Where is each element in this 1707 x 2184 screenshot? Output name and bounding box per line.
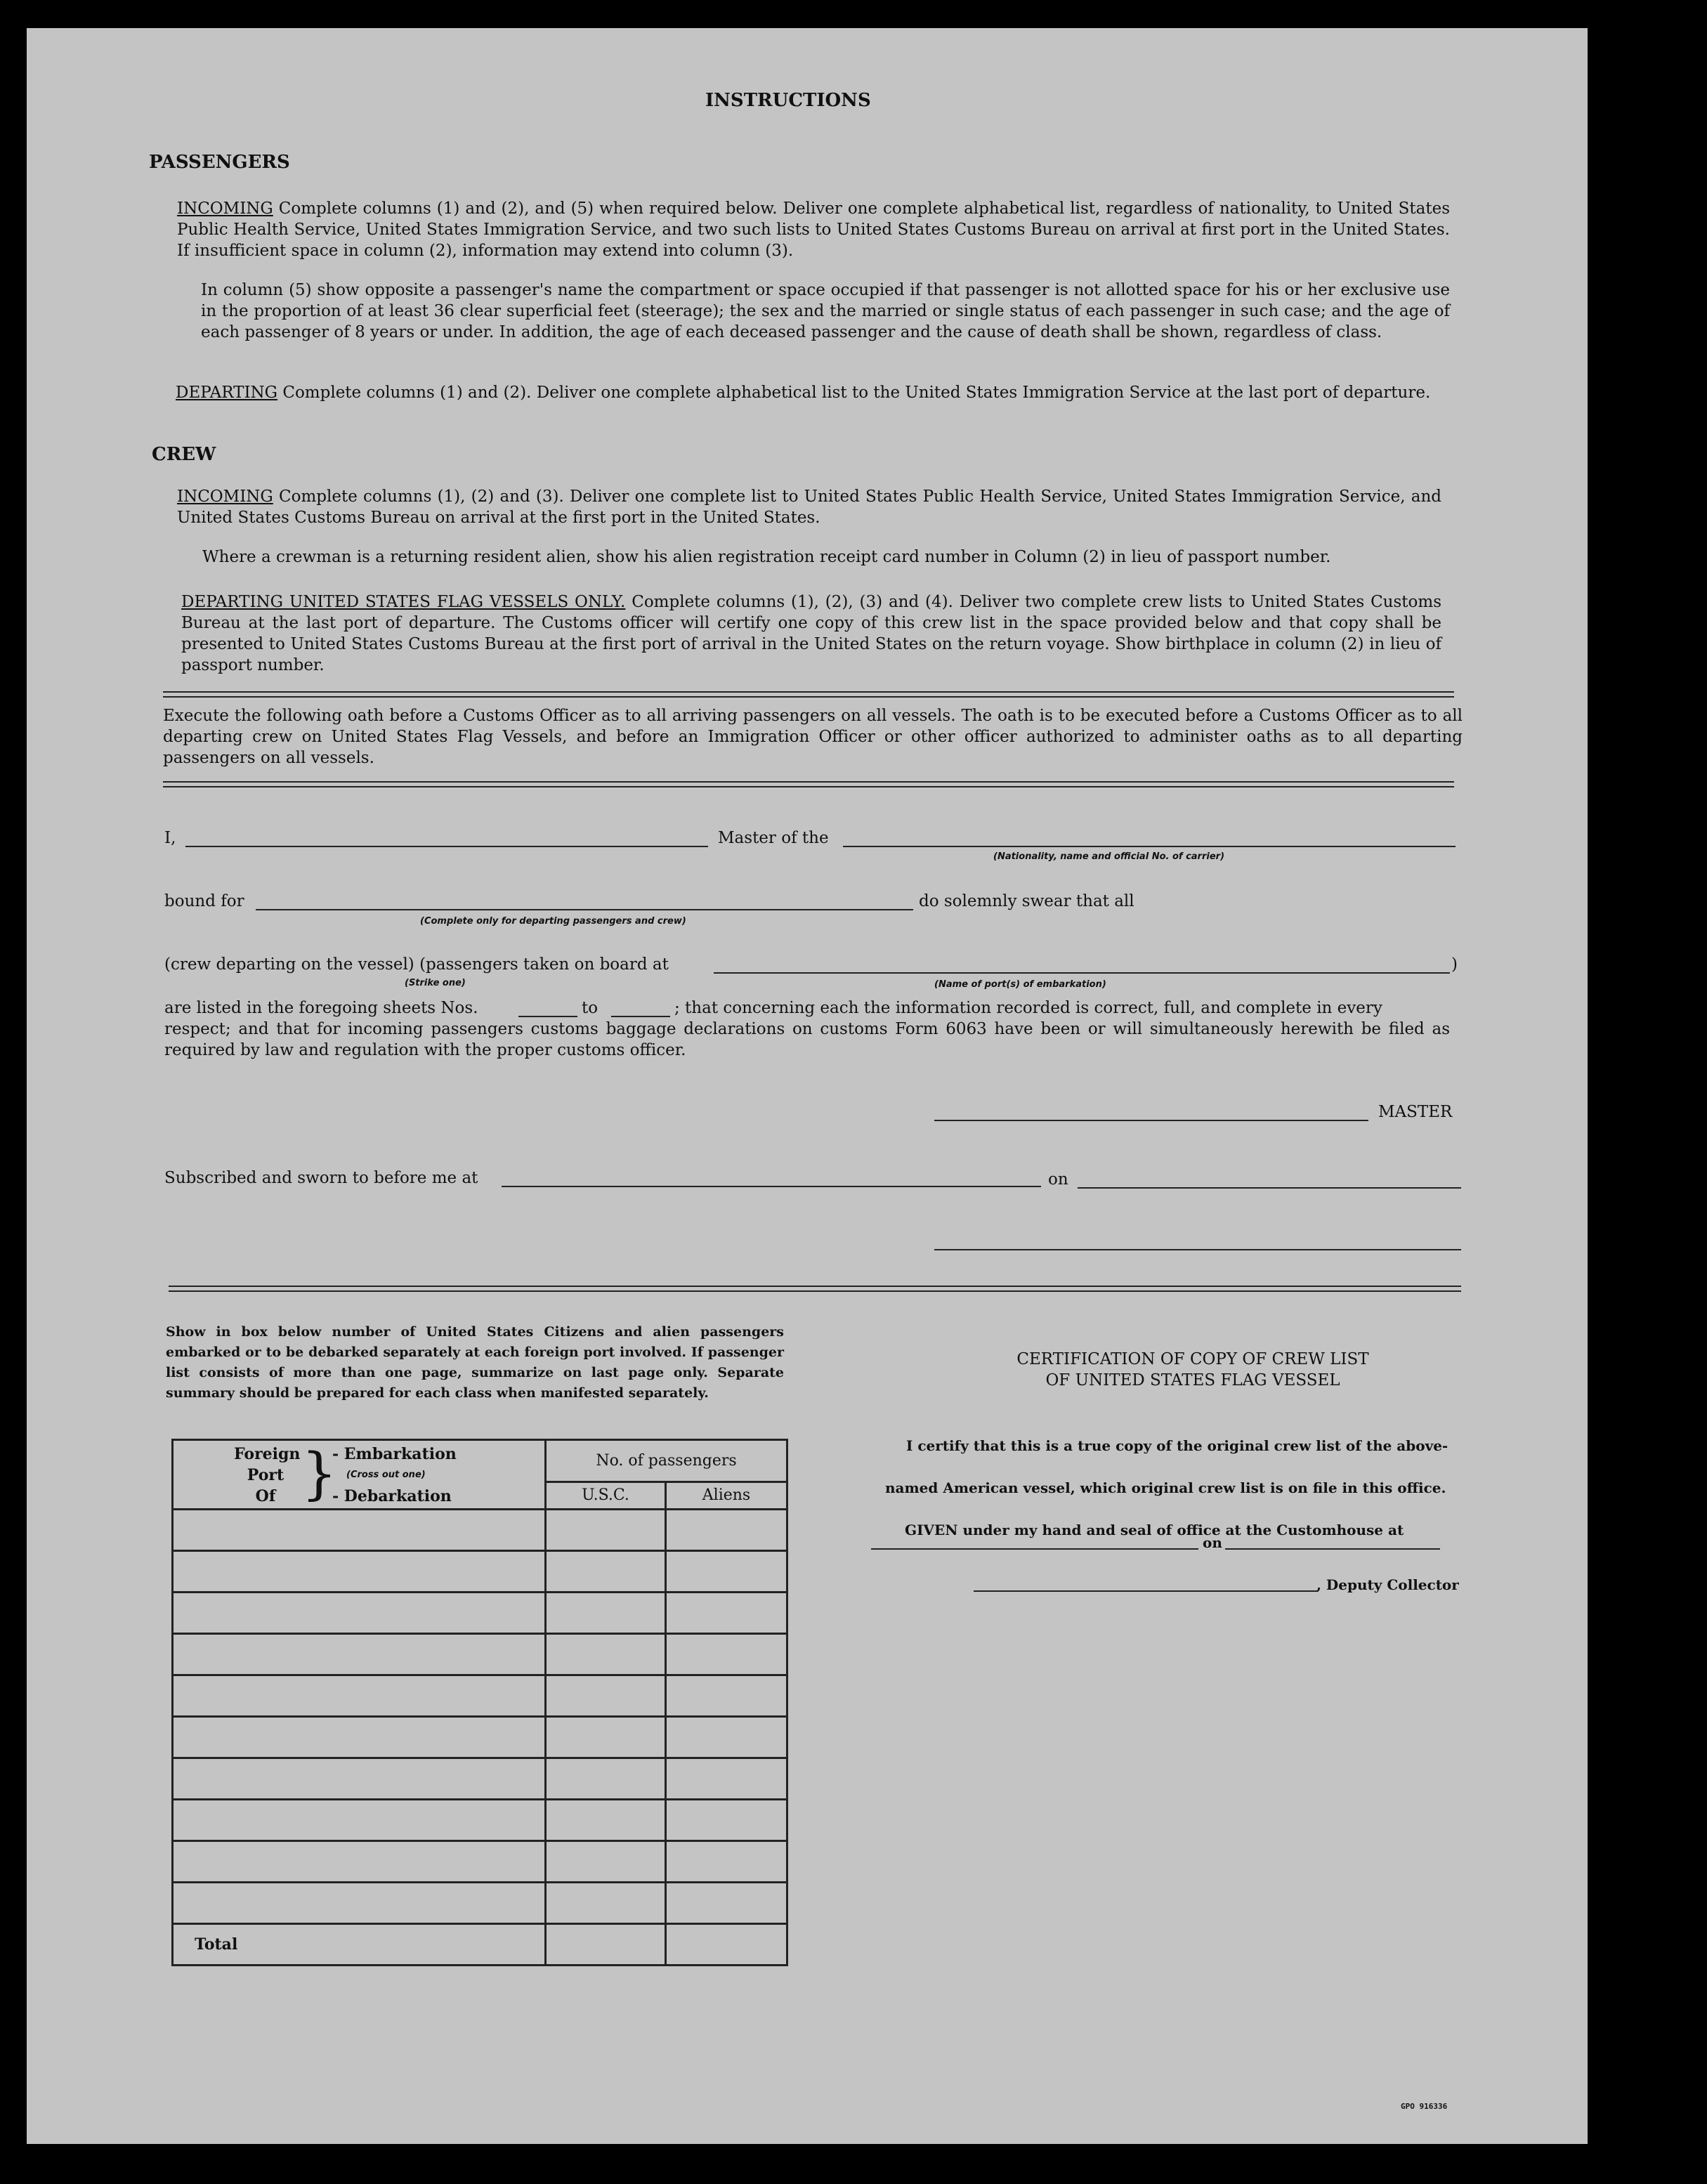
sworn-date-field[interactable] <box>1078 1187 1461 1189</box>
aliens-cell[interactable] <box>666 1800 787 1841</box>
subscribed-label: Subscribed and sworn to before me at <box>164 1169 478 1187</box>
oath-instruction: Execute the following oath before a Customs Officer as to all arriving passengers on all vessels. The oath is to be executed before a Customs Officer as to all departing crew on United States Flag Vessels, and before an Immigration Officer or other officer authorized to administer oaths as to all departing passengers on all vessels. <box>163 707 1463 767</box>
form-page <box>27 28 1588 2144</box>
certification-date-field[interactable] <box>1225 1548 1440 1550</box>
bound-for-label: bound for <box>164 892 244 910</box>
section-divider <box>163 691 1454 698</box>
crew-heading: CREW <box>152 444 216 465</box>
port-cell[interactable] <box>173 1758 546 1800</box>
deputy-collector-label: , Deputy Collector <box>1316 1576 1459 1593</box>
port-cell[interactable] <box>173 1551 546 1593</box>
aliens-cell[interactable] <box>666 1551 787 1593</box>
certification-line2: named American vessel, which original crew list is on file in this office. <box>885 1479 1446 1496</box>
usc-cell[interactable] <box>546 1800 666 1841</box>
bound-for-field[interactable] <box>256 909 913 910</box>
certification-title <box>947 1349 1439 1391</box>
passengers-departing-text: Complete columns (1) and (2). Deliver one complete alphabetical list to the United States Immigration Service at the last port of departure. <box>282 384 1431 402</box>
listed-text-c: respect; and that for incoming passengers customs baggage declarations on customs Form 6063 have been or will simultaneously herewith be filed as required by law and regulation with the proper customs officer. <box>164 1020 1450 1059</box>
port-cell[interactable] <box>173 1593 546 1634</box>
usc-cell[interactable] <box>546 1510 666 1551</box>
listed-to: to <box>582 999 599 1017</box>
crew-departing-text: Complete columns (1), (2), (3) and (4). Deliver two complete crew lists to United States Customs Bureau at the last port of departure. The Customs officer will certify one copy of this crew list in the space provided below and that copy shall be presented to United States Customs Bureau at the first port of arrival in the United States on the return voyage. Show birthplace in column (2) in lieu of passport number. <box>181 593 1441 674</box>
certification-line1: I certify that this is a true copy of the original crew list of the above- <box>906 1437 1448 1454</box>
aliens-cell[interactable] <box>666 1717 787 1758</box>
total-usc-cell[interactable] <box>546 1924 666 1966</box>
deputy-signature-field[interactable] <box>974 1590 1318 1592</box>
passengers-departing-label: DEPARTING <box>176 384 278 402</box>
port-cell[interactable] <box>173 1510 546 1551</box>
listed-text-a: are listed in the foregoing sheets Nos. <box>164 999 478 1017</box>
aliens-cell[interactable] <box>666 1634 787 1675</box>
usc-cell[interactable] <box>546 1841 666 1883</box>
port-cell[interactable] <box>173 1717 546 1758</box>
of-label: Of <box>255 1487 276 1505</box>
passengers-incoming-paragraph <box>177 198 1450 261</box>
officer-signature-field[interactable] <box>934 1249 1461 1250</box>
total-row <box>173 1924 787 1966</box>
certification-title-line1: CERTIFICATION OF COPY OF CREW LIST <box>1016 1350 1369 1368</box>
sworn-place-field[interactable] <box>502 1186 1041 1187</box>
customhouse-field[interactable] <box>871 1548 1198 1550</box>
embarkation-label: - Embarkation <box>332 1445 457 1463</box>
passenger-summary-table <box>171 1439 788 1966</box>
master-label: MASTER <box>1378 1103 1453 1121</box>
brace-glyph: } <box>301 1441 337 1506</box>
crew-incoming-text: Complete columns (1), (2) and (3). Deliver one complete list to United States Public Health Service, United States Immigration Service, and United States Customs Bureau on arrival at the first port in the United States. <box>177 488 1441 527</box>
summary-row <box>173 1593 787 1634</box>
passengers-incoming-label: INCOMING <box>177 200 273 218</box>
usc-cell[interactable] <box>546 1634 666 1675</box>
crew-departing-label: DEPARTING UNITED STATES FLAG VESSELS ONLY. <box>181 593 626 611</box>
aliens-cell[interactable] <box>666 1883 787 1924</box>
certification-line3: GIVEN under my hand and seal of office at the Customhouse at <box>905 1522 1404 1538</box>
listed-text-b: ; that concerning each the information recorded is correct, full, and complete in every <box>674 999 1382 1017</box>
port-cell[interactable] <box>173 1800 546 1841</box>
aliens-cell[interactable] <box>666 1841 787 1883</box>
carrier-caption: (Nationality, name and official No. of carrier) <box>993 851 1225 862</box>
crew-incoming-label: INCOMING <box>177 488 273 506</box>
foreign-label: Foreign <box>234 1445 301 1463</box>
port-label: Port <box>247 1466 284 1484</box>
carrier-field[interactable] <box>843 846 1456 847</box>
total-label: Total <box>173 1924 546 1966</box>
port-cell[interactable] <box>173 1634 546 1675</box>
master-name-field[interactable] <box>185 846 708 847</box>
summary-instruction: Show in box below number of United States Citizens and alien passengers embarked or to be debarked separately at each foreign port involved. If passenger list consists of more than one page, summarize on last page only. Separate summary should be prepared for each class when manifested separately. <box>166 1324 784 1401</box>
usc-cell[interactable] <box>546 1758 666 1800</box>
cross-out-caption: (Cross out one) <box>346 1470 426 1480</box>
debarkation-label: - Debarkation <box>332 1487 452 1505</box>
summary-row <box>173 1841 787 1883</box>
sworn-on-label: on <box>1048 1170 1068 1189</box>
no-of-passengers-header: No. of passengers <box>546 1440 787 1482</box>
usc-header: U.S.C. <box>546 1482 666 1509</box>
usc-cell[interactable] <box>546 1883 666 1924</box>
usc-cell[interactable] <box>546 1675 666 1717</box>
sheet-from-field[interactable] <box>518 1016 577 1017</box>
bound-for-caption: (Complete only for departing passengers and crew) <box>420 916 686 927</box>
port-cell[interactable] <box>173 1675 546 1717</box>
usc-cell[interactable] <box>546 1551 666 1593</box>
port-cell[interactable] <box>173 1841 546 1883</box>
crew-departing-paragraph <box>181 591 1441 676</box>
passengers-heading: PASSENGERS <box>149 152 290 173</box>
aliens-cell[interactable] <box>666 1758 787 1800</box>
passengers-departing-paragraph <box>176 382 1450 403</box>
aliens-cell[interactable] <box>666 1593 787 1634</box>
summary-row <box>173 1758 787 1800</box>
swear-text: do solemnly swear that all <box>919 892 1134 910</box>
summary-row <box>173 1551 787 1593</box>
summary-row <box>173 1717 787 1758</box>
oath-i-label: I, <box>164 829 176 847</box>
usc-cell[interactable] <box>546 1593 666 1634</box>
foreign-port-header <box>173 1440 546 1510</box>
summary-row <box>173 1510 787 1551</box>
page-title: INSTRUCTIONS <box>705 90 871 111</box>
passengers-column5-paragraph: In column (5) show opposite a passenger's name the compartment or space occupied if that passenger is not allotted space for his or her exclusive use in the proportion of at least 36 clear superficial feet (steerage); the sex and the married or single status of each passenger in such case; and the age of each passenger of 8 years or under. In addition, the age of each deceased passenger and the cause of death shall be shown, regardless of class. <box>201 281 1450 341</box>
summary-row <box>173 1800 787 1841</box>
section-divider <box>169 1286 1461 1292</box>
summary-row <box>173 1675 787 1717</box>
crew-incoming-paragraph <box>177 486 1441 528</box>
aliens-cell[interactable] <box>666 1675 787 1717</box>
total-aliens-cell[interactable] <box>666 1924 787 1966</box>
certification-on-label: on <box>1203 1534 1222 1551</box>
gpo-code: GPO 916336 <box>1401 2102 1448 2111</box>
certification-title-line2: OF UNITED STATES FLAG VESSEL <box>1045 1371 1340 1389</box>
sheet-to-field[interactable] <box>611 1016 670 1017</box>
close-paren: ) <box>1451 955 1458 974</box>
usc-cell[interactable] <box>546 1717 666 1758</box>
embarkation-port-field[interactable] <box>714 972 1450 974</box>
summary-row <box>173 1634 787 1675</box>
strike-caption: (Strike one) <box>405 978 466 988</box>
summary-row <box>173 1883 787 1924</box>
crew-passengers-text: (crew departing on the vessel) (passengers taken on board at <box>164 955 669 974</box>
section-divider <box>163 781 1454 787</box>
port-cell[interactable] <box>173 1883 546 1924</box>
port-caption: (Name of port(s) of embarkation) <box>934 979 1106 990</box>
aliens-header: Aliens <box>666 1482 787 1509</box>
master-of-the-label: Master of the <box>718 829 829 847</box>
aliens-cell[interactable] <box>666 1510 787 1551</box>
crew-resident-paragraph: Where a crewman is a returning resident alien, show his alien registration receipt card number in Column (2) in lieu of passport number. <box>202 548 1331 566</box>
passengers-incoming-text: Complete columns (1) and (2), and (5) when required below. Deliver one complete alphabetical list, regardless of nationality, to United States Public Health Service, United States Immigration Service, and two such lists to United States Customs Bureau on arrival at first port in the United States. If insufficient space in column (2), information may extend into column (3). <box>177 200 1450 260</box>
master-signature-field[interactable] <box>934 1120 1368 1121</box>
